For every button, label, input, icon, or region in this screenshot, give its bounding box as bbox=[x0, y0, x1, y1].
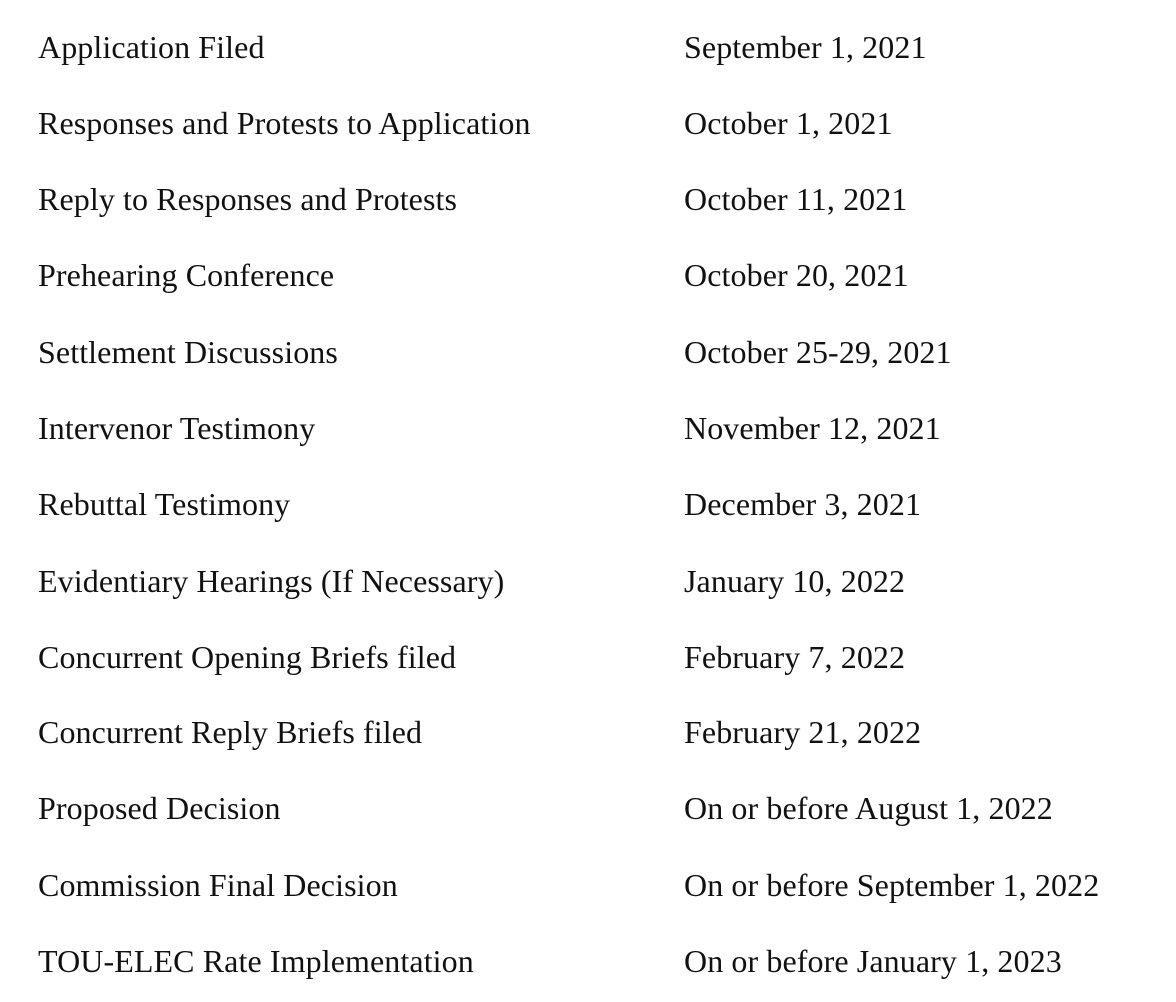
schedule-date: November 12, 2021 bbox=[684, 410, 941, 446]
schedule-row bbox=[0, 408, 1176, 448]
schedule-row bbox=[0, 484, 1176, 524]
schedule-row bbox=[0, 865, 1176, 905]
schedule-row bbox=[0, 712, 1176, 752]
schedule-row bbox=[0, 27, 1176, 67]
schedule-event: Commission Final Decision bbox=[38, 867, 398, 903]
schedule-row bbox=[0, 255, 1176, 295]
schedule-date: On or before August 1, 2022 bbox=[684, 790, 1053, 826]
schedule-date: October 20, 2021 bbox=[684, 257, 909, 293]
schedule-row bbox=[0, 332, 1176, 372]
schedule-event: Evidentiary Hearings (If Necessary) bbox=[38, 563, 505, 599]
schedule-date: December 3, 2021 bbox=[684, 486, 922, 522]
schedule-date: October 1, 2021 bbox=[684, 105, 893, 141]
schedule-date: October 25-29, 2021 bbox=[684, 334, 952, 370]
schedule-event: Intervenor Testimony bbox=[38, 410, 316, 446]
schedule-row bbox=[0, 103, 1176, 143]
schedule-event: Concurrent Opening Briefs filed bbox=[38, 639, 457, 675]
schedule-row bbox=[0, 941, 1176, 981]
schedule-event: Responses and Protests to Application bbox=[38, 105, 531, 141]
schedule-event: Application Filed bbox=[38, 29, 265, 65]
schedule-date: On or before January 1, 2023 bbox=[684, 943, 1062, 979]
schedule-event: Rebuttal Testimony bbox=[38, 486, 291, 522]
schedule-date: February 7, 2022 bbox=[684, 639, 906, 675]
schedule-event: Concurrent Reply Briefs filed bbox=[38, 714, 423, 750]
schedule-date: February 21, 2022 bbox=[684, 714, 922, 750]
schedule-row bbox=[0, 637, 1176, 677]
schedule-date: September 1, 2021 bbox=[684, 29, 927, 65]
schedule-event: TOU-ELEC Rate Implementation bbox=[38, 943, 474, 979]
schedule-row bbox=[0, 561, 1176, 601]
schedule-event: Proposed Decision bbox=[38, 790, 281, 826]
schedule-row bbox=[0, 179, 1176, 219]
schedule-event: Settlement Discussions bbox=[38, 334, 338, 370]
schedule-event: Reply to Responses and Protests bbox=[38, 181, 458, 217]
schedule-date: October 11, 2021 bbox=[684, 181, 908, 217]
schedule-date: January 10, 2022 bbox=[684, 563, 906, 599]
schedule-event: Prehearing Conference bbox=[38, 257, 335, 293]
schedule-row bbox=[0, 788, 1176, 828]
schedule-date: On or before September 1, 2022 bbox=[684, 867, 1100, 903]
